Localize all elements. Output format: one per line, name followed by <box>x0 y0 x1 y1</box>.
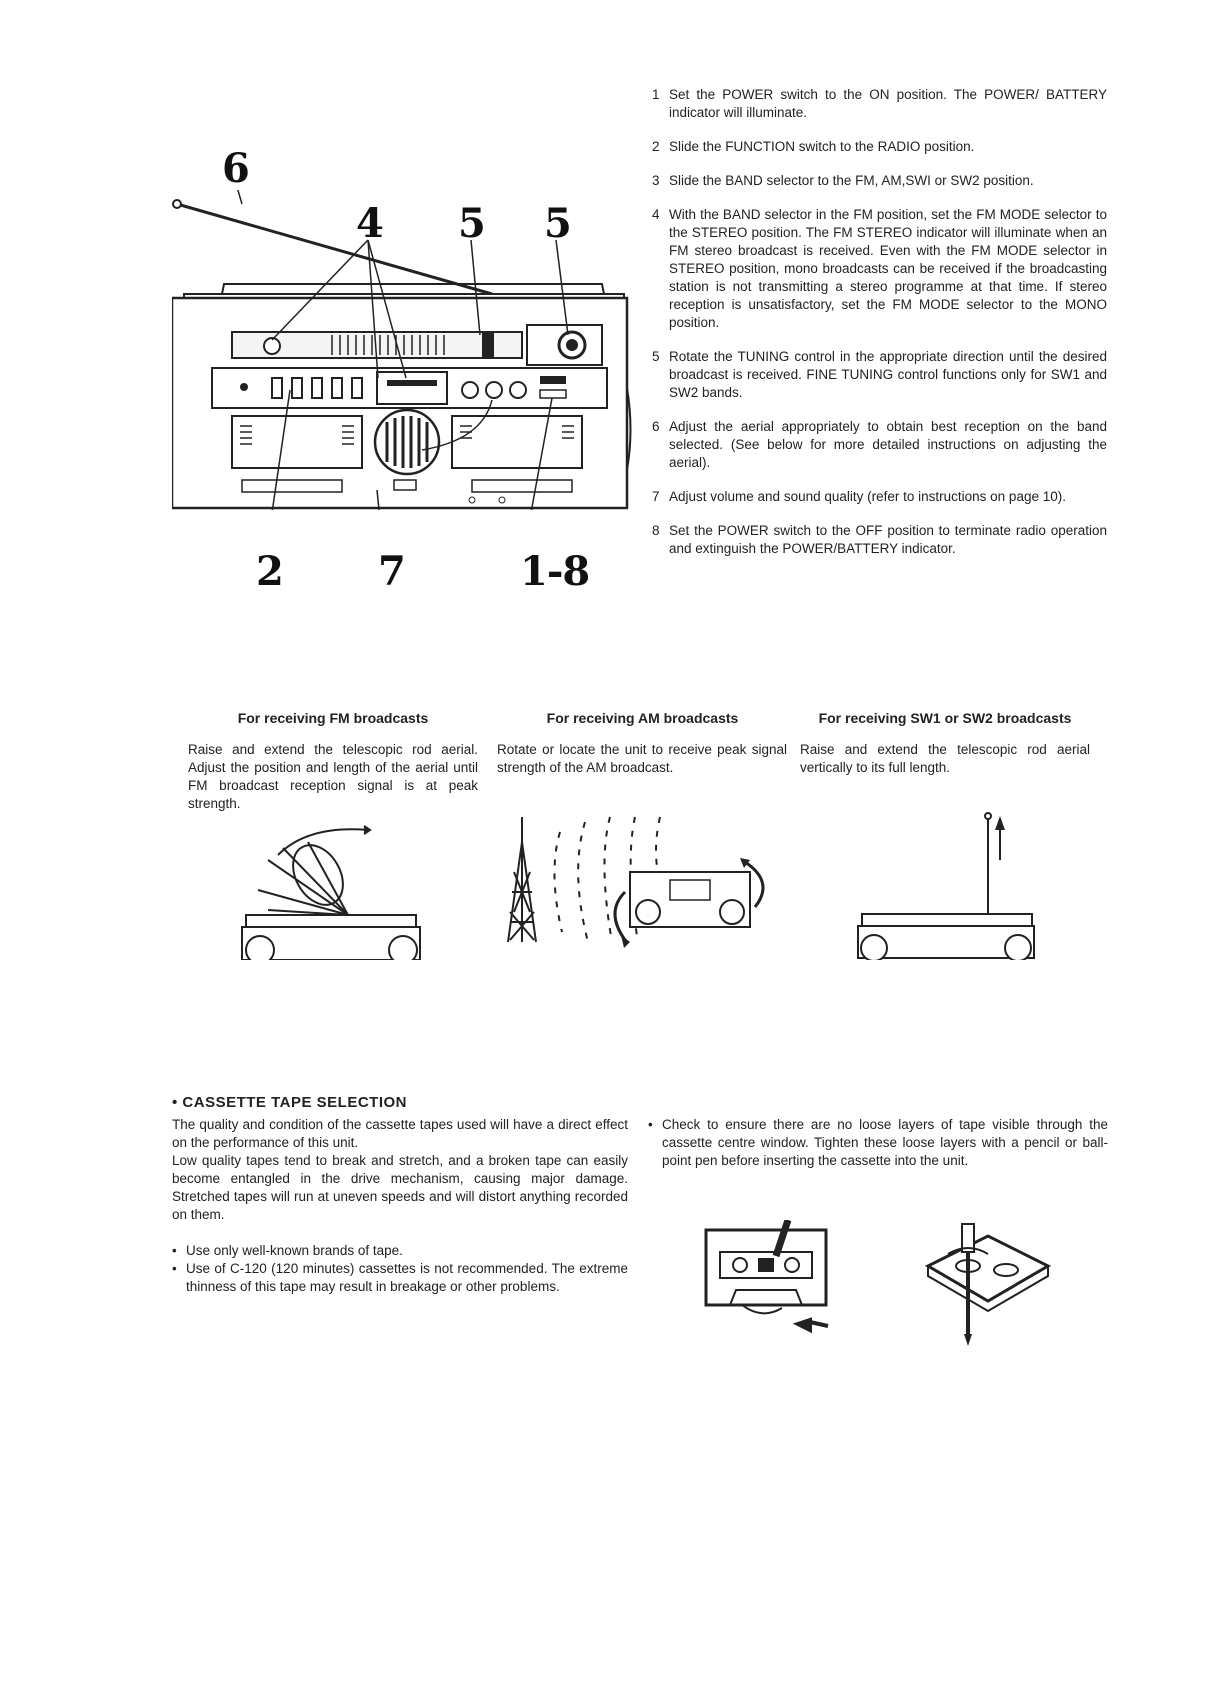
cassette-right-column <box>648 1116 1108 1170</box>
step-item <box>652 172 1107 190</box>
step-text: Slide the FUNCTION switch to the RADIO position. <box>669 139 975 154</box>
step-text: With the BAND selector in the FM position, set the FM MODE selector to the STEREO position. The FM STEREO indicator will illuminate when an FM stereo broadcast is received. Even with the FM MODE selector in STEREO position, mono broadcasts can be received if the broadcasting station is not transmitting a stereo programme at that time. If stereo reception is unsatisfactory, set the FM MODE selector to the MONO position. <box>669 207 1107 330</box>
step-item <box>652 348 1107 402</box>
step-item <box>652 206 1107 332</box>
cassette-paragraph-quality: The quality and condition of the cassette tapes used will have a direct effect on the performance of this unit. <box>172 1117 628 1150</box>
callout-fine-tuning: 5 <box>544 200 571 247</box>
bullet-text-c120: Use of C-120 (120 minutes) cassettes is not recommended. The extreme thinness of this tape may result in breakage or other problems. <box>186 1261 628 1294</box>
bullet-mark: • <box>172 1261 177 1276</box>
callout-band-selector: 4 <box>356 200 383 247</box>
cassette-pencil-illustration <box>702 1220 842 1340</box>
cassette-section-title: • CASSETTE TAPE SELECTION <box>172 1094 407 1111</box>
bullet-text-loose-layers: Check to ensure there are no loose layers of tape visible through the cassette centre window. Tighten these loose layers with a pencil or ball-point pen before inserting the cassette into the unit. <box>662 1117 1108 1168</box>
bullet-item <box>172 1242 628 1260</box>
bullet-text-brands: Use only well-known brands of tape. <box>186 1243 403 1258</box>
callout-function: 7 <box>378 548 405 595</box>
callout-aerial: 6 <box>222 145 249 192</box>
am-instructions: Rotate or locate the unit to receive peak signal strength of the AM broadcast. <box>497 742 787 775</box>
sw-instructions: Raise and extend the telescopic rod aerial vertically to its full length. <box>800 742 1090 775</box>
bullet-item <box>648 1116 1108 1170</box>
cassette-pen-tighten-illustration <box>918 1206 1058 1346</box>
am-tower-rotate-illustration <box>500 812 790 962</box>
step-item <box>652 522 1107 558</box>
step-number: 7 <box>652 489 660 504</box>
step-item <box>652 418 1107 472</box>
step-text: Set the POWER switch to the ON position. The POWER/ BATTERY indicator will illuminate. <box>669 87 1107 120</box>
fm-heading: For receiving FM broadcasts <box>237 710 429 726</box>
callout-power: 2 <box>256 548 283 595</box>
bullet-mark: • <box>172 1243 177 1258</box>
cassette-left-column <box>172 1116 628 1296</box>
am-heading: For receiving AM broadcasts <box>546 710 739 726</box>
step-number: 5 <box>652 349 660 364</box>
step-item <box>652 488 1107 506</box>
fm-instructions: Raise and extend the telescopic rod aerial. Adjust the position and length of the aerial until FM broadcast reception signal is at peak strength. <box>188 742 478 811</box>
step-text: Set the POWER switch to the OFF position to terminate radio operation and extinguish the POWER/BATTERY indicator. <box>669 523 1107 556</box>
callout-tuning: 5 <box>458 200 485 247</box>
step-text: Rotate the TUNING control in the appropriate direction until the desired broadcast is received. FINE TUNING control functions only for SW1 and SW2 bands. <box>669 349 1107 400</box>
step-number: 2 <box>652 139 660 154</box>
step-number: 4 <box>652 207 660 222</box>
bullet-item <box>172 1260 628 1296</box>
step-text: Slide the BAND selector to the FM, AM,SWI or SW2 position. <box>669 173 1034 188</box>
sw-aerial-vertical-illustration <box>856 810 1036 960</box>
cassette-paragraph-low-quality: Low quality tapes tend to break and stretch, and a broken tape can easily become entangled in the drive mechanism, causing major damage. Stretched tapes will run at uneven speeds and will distort anything recorded on them. <box>172 1153 628 1222</box>
step-number: 1 <box>652 87 660 102</box>
callout-steps: 1-8 <box>520 548 590 595</box>
step-text: Adjust volume and sound quality (refer to instructions on page 10). <box>669 489 1066 504</box>
step-number: 6 <box>652 419 660 434</box>
radio-operation-steps <box>652 86 1107 574</box>
step-item <box>652 138 1107 156</box>
step-text: Adjust the aerial appropriately to obtain best reception on the band selected. (See below for more detailed instructions on adjusting the aerial). <box>669 419 1107 470</box>
sw-heading: For receiving SW1 or SW2 broadcasts <box>818 710 1072 726</box>
step-number: 8 <box>652 523 660 538</box>
bullet-mark: • <box>648 1117 653 1132</box>
step-number: 3 <box>652 173 660 188</box>
fm-aerial-adjust-illustration <box>238 820 458 960</box>
step-item <box>652 86 1107 122</box>
